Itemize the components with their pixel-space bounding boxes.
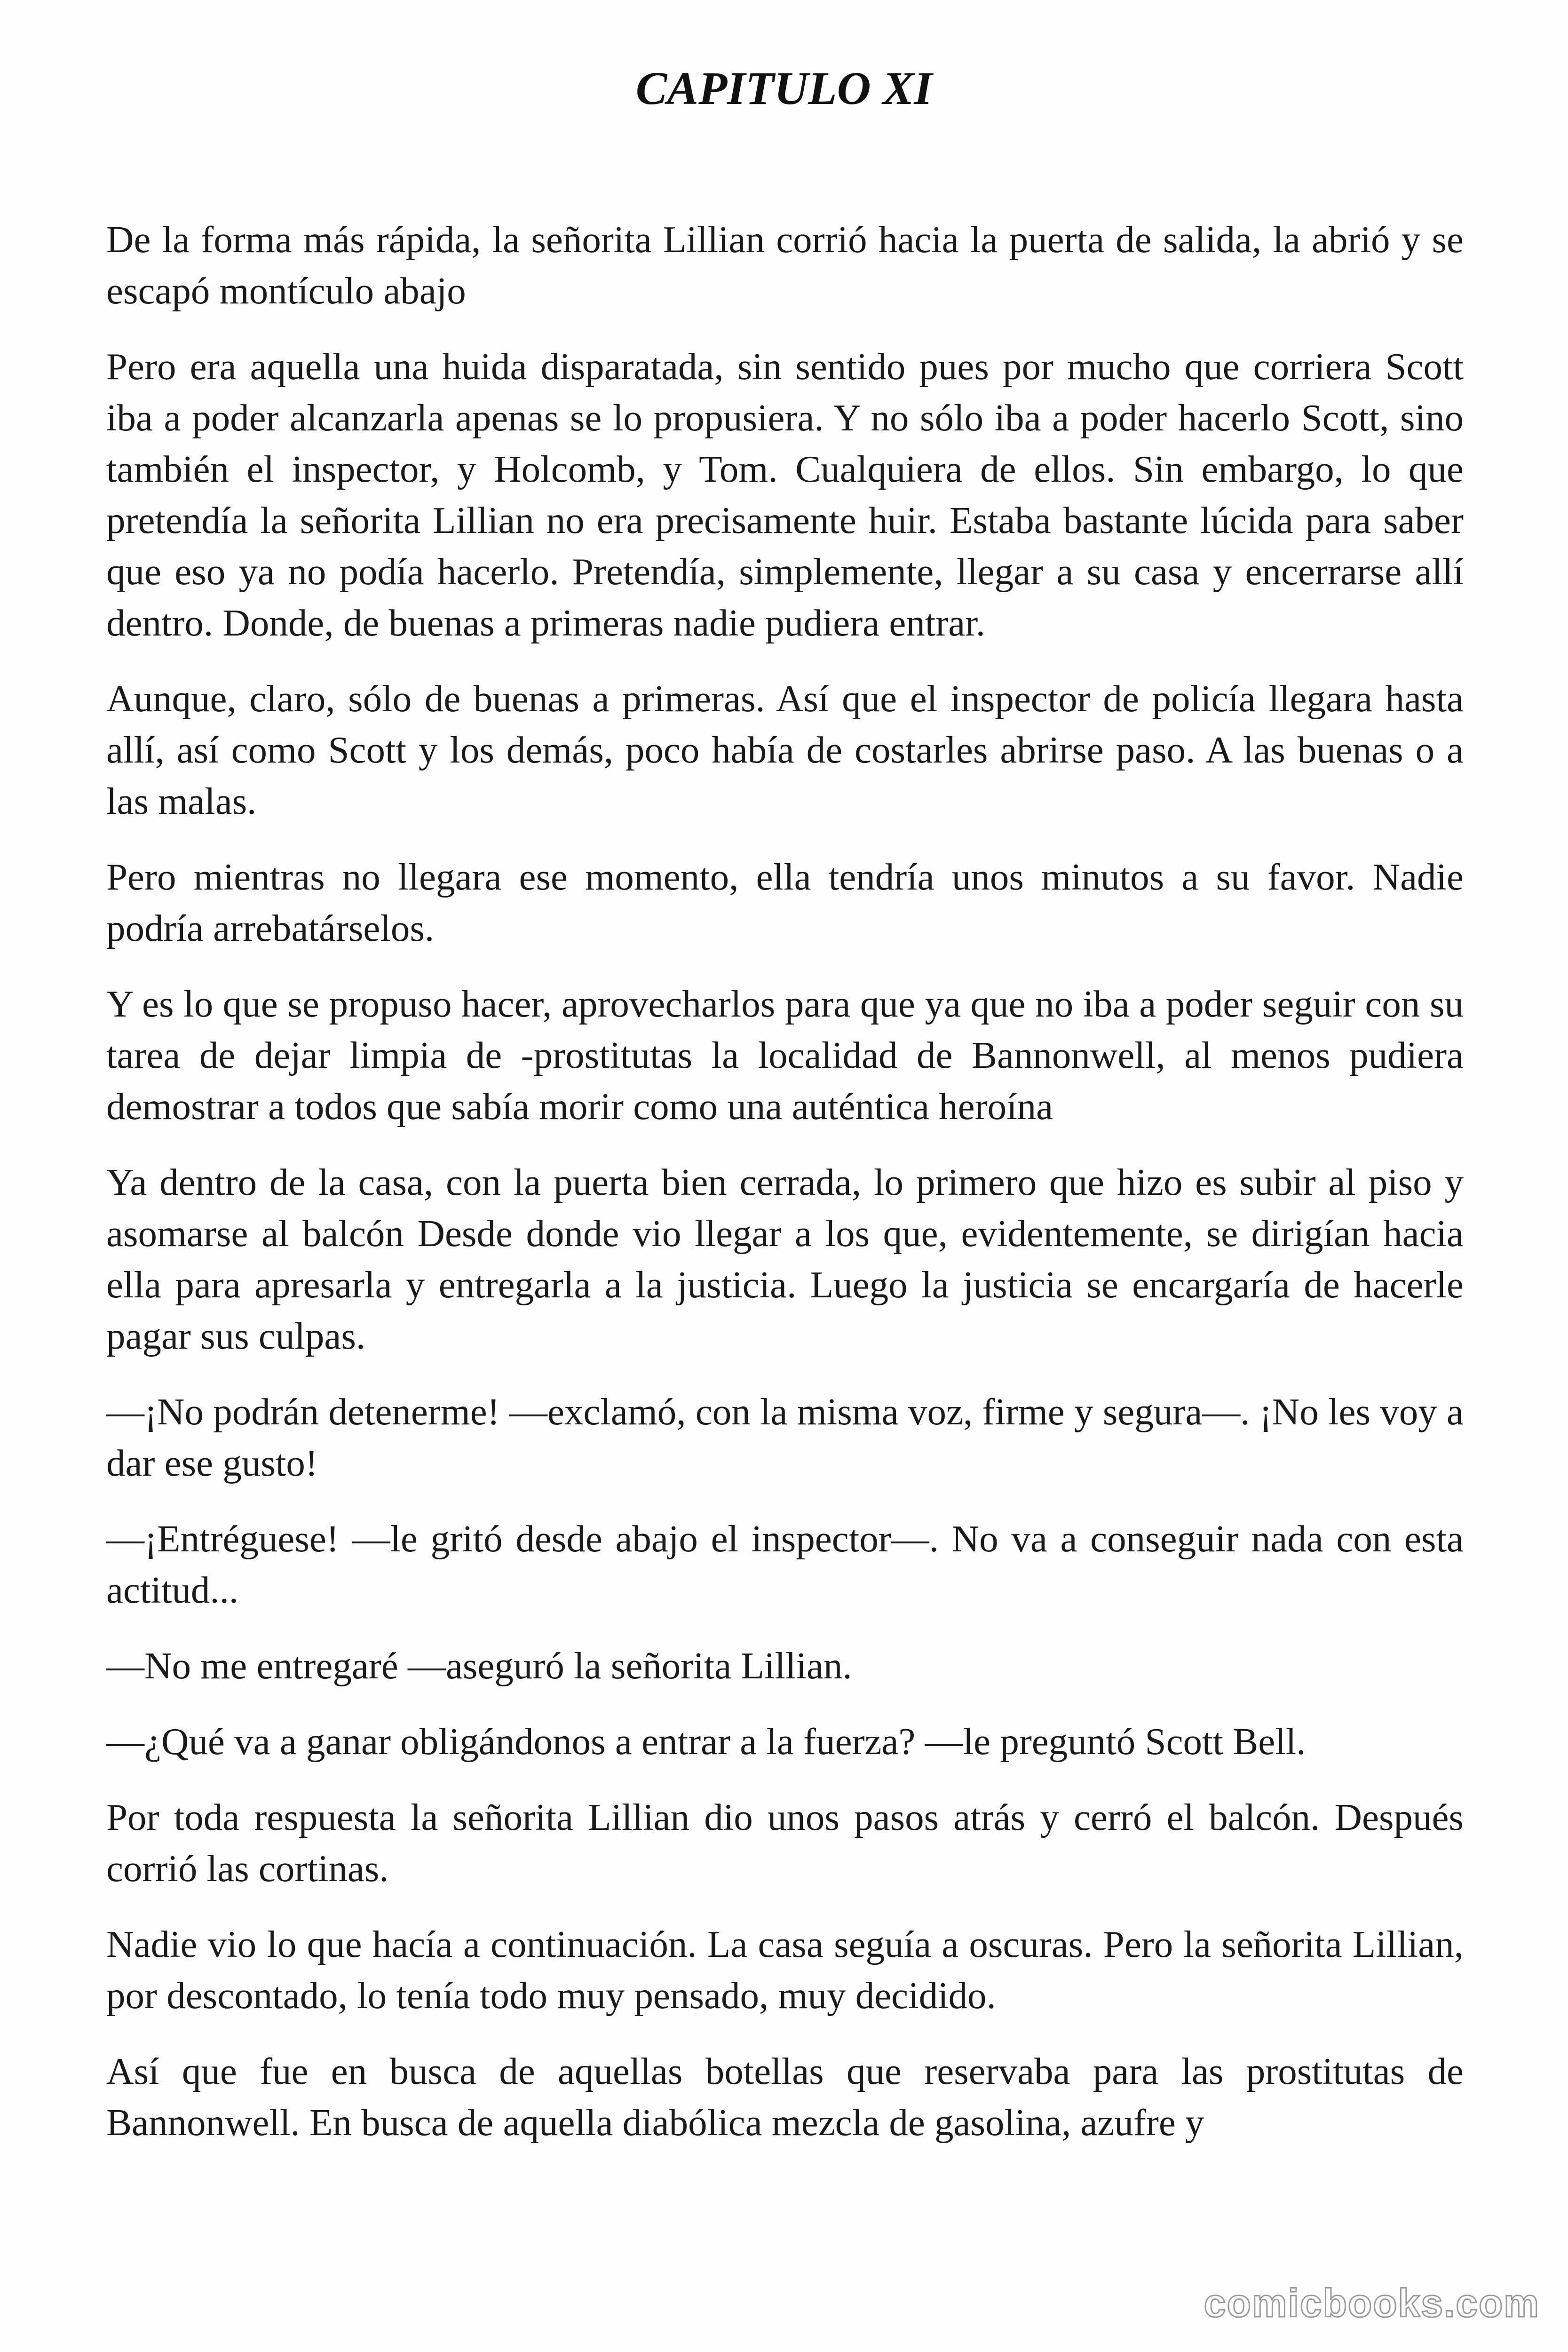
paragraph: Así que fue en busca de aquellas botellas que reservaba para las prostitutas de Bannonwell. En busca de aquella diabólica mezcla de gasolina, azufre y [106, 2050, 1464, 2144]
dialogue-paragraph: —¿Qué va a ganar obligándonos a entrar a la fuerza? —le preguntó Scott Bell. [106, 1720, 1306, 1763]
dialogue-paragraph: —¡No podrán detenerme! —exclamó, con la misma voz, firme y segura—. ¡No les voy a dar ese gusto! [106, 1391, 1464, 1484]
paragraph: Por toda respuesta la señorita Lillian dio unos pasos atrás y cerró el balcón. Después corrió las cortinas. [106, 1796, 1464, 1890]
paragraph: Pero mientras no llegara ese momento, ella tendría unos minutos a su favor. Nadie podría arrebatárselos. [106, 856, 1464, 949]
paragraph: Ya dentro de la casa, con la puerta bien cerrada, lo primero que hizo es subir al piso y asomarse al balcón Desde donde vio llegar a los que, evidentemente, se dirigían hacia ella para apresarla y entregarla a la justicia. Luego la justicia se encargaría de hacerle pagar sus culpas. [106, 1161, 1464, 1357]
paragraph: De la forma más rápida, la señorita Lillian corrió hacia la puerta de salida, la abrió y se escapó montículo abajo [106, 218, 1464, 312]
paragraph: Pero era aquella una huida disparatada, sin sentido pues por mucho que corriera Scott iba a poder alcanzarla apenas se lo propusiera. Y no sólo iba a poder hacerlo Scott, sino también el inspector, y Holcomb, y Tom. Cualquiera de ellos. Sin embargo, lo que pretendía la señorita Lillian no era precisamente huir. Estaba bastante lúcida para saber que eso ya no podía hacerlo. Pretendía, simplemente, llegar a su casa y encerrarse allí dentro. Donde, de buenas a primeras nadie pudiera entrar. [106, 345, 1464, 644]
paragraph: Nadie vio lo que hacía a continuación. La casa seguía a oscuras. Pero la señorita Lillian, por descontado, lo tenía todo muy pensado, muy decidido. [106, 1923, 1464, 2017]
paragraph: Aunque, claro, sólo de buenas a primeras. Así que el inspector de policía llegara hasta allí, así como Scott y los demás, poco había de costarles abrirse paso. A las buenas o a las malas. [106, 677, 1464, 822]
chapter-title: CAPITULO XI [635, 62, 933, 114]
dialogue-paragraph: —¡Entréguese! —le gritó desde abajo el inspector—. No va a conseguir nada con esta actitud... [106, 1518, 1464, 1611]
paragraph: Y es lo que se propuso hacer, aprovecharlos para que ya que no iba a poder seguir con su tarea de dejar limpia de -prostitutas la localidad de Bannonwell, al menos pudiera demostrar a todos que sabía morir como una auténtica heroína [106, 983, 1464, 1128]
chapter-body [106, 214, 1464, 2173]
dialogue-paragraph: —No me entregaré —aseguró la señorita Lillian. [106, 1645, 852, 1687]
watermark-logo: comicbooks.com [1204, 2281, 1540, 2325]
